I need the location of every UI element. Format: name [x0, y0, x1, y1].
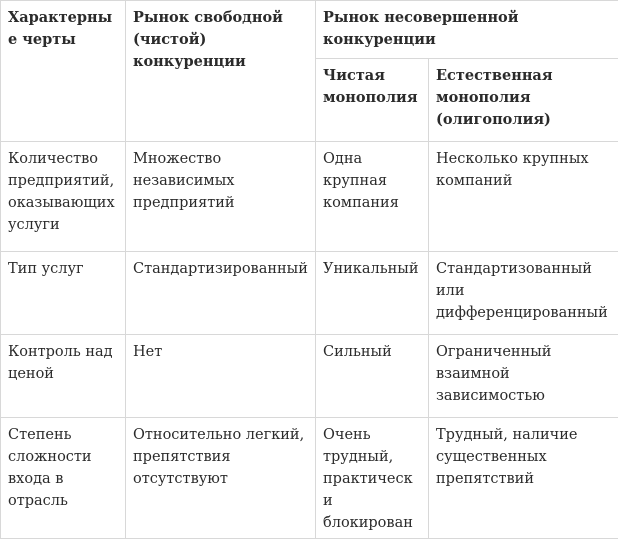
header-free-competition — [126, 1, 316, 142]
table-row — [1, 335, 618, 418]
feature-text: Тип услуг — [8, 261, 84, 277]
free-cell — [126, 252, 316, 335]
free-cell — [126, 335, 316, 418]
header-natural-monopoly-label: Естественная монополия (олигополия) — [436, 67, 553, 128]
header-features — [1, 1, 126, 142]
feature-cell — [1, 252, 126, 335]
free-cell — [126, 142, 316, 252]
header-imperfect-competition — [316, 1, 618, 59]
natural-monopoly-cell — [429, 418, 618, 539]
feature-cell — [1, 142, 126, 252]
table-row — [1, 252, 618, 335]
pure-monopoly-text: Сильный — [323, 344, 392, 360]
pure-monopoly-text: Одна крупная компания — [323, 151, 399, 211]
natural-monopoly-cell — [429, 252, 618, 335]
feature-text: Степень сложности входа в отрасль — [8, 427, 92, 509]
header-free-competition-label: Рынок свободной (чистой) конкуренции — [133, 9, 283, 70]
feature-cell — [1, 418, 126, 539]
pure-monopoly-cell — [316, 252, 429, 335]
natural-monopoly-text: Несколько крупных компаний — [436, 151, 589, 189]
header-pure-monopoly-label: Чистая монополия — [323, 67, 418, 106]
pure-monopoly-text: Уникальный — [323, 261, 419, 277]
header-row-1 — [1, 1, 618, 59]
natural-monopoly-cell — [429, 142, 618, 252]
pure-monopoly-cell — [316, 418, 429, 539]
header-imperfect-competition-label: Рынок несовершенной конкуренции — [323, 9, 519, 48]
table-row — [1, 142, 618, 252]
natural-monopoly-text: Трудный, наличие существенных препятствий — [436, 427, 578, 487]
free-text: Относительно легкий, препятствия отсутствуют — [133, 427, 305, 487]
free-text: Стандартизированный — [133, 261, 308, 277]
pure-monopoly-text: Очень трудный, практически блокирован — [323, 427, 413, 531]
header-pure-monopoly — [316, 59, 429, 142]
free-cell — [126, 418, 316, 539]
table-row — [1, 418, 618, 539]
header-features-label: Характерные черты — [8, 9, 113, 48]
natural-monopoly-cell — [429, 335, 618, 418]
header-natural-monopoly — [429, 59, 618, 142]
pure-monopoly-cell — [316, 142, 429, 252]
feature-text: Количество предприятий, оказывающих услуги — [8, 151, 115, 233]
free-text: Нет — [133, 344, 163, 360]
natural-monopoly-text: Стандартизованный или дифференцированный — [436, 261, 608, 321]
pure-monopoly-cell — [316, 335, 429, 418]
feature-text: Контроль над ценой — [8, 344, 113, 382]
natural-monopoly-text: Ограниченный взаимной зависимостью — [436, 344, 552, 404]
free-text: Множество независимых предприятий — [133, 151, 235, 211]
feature-cell — [1, 335, 126, 418]
